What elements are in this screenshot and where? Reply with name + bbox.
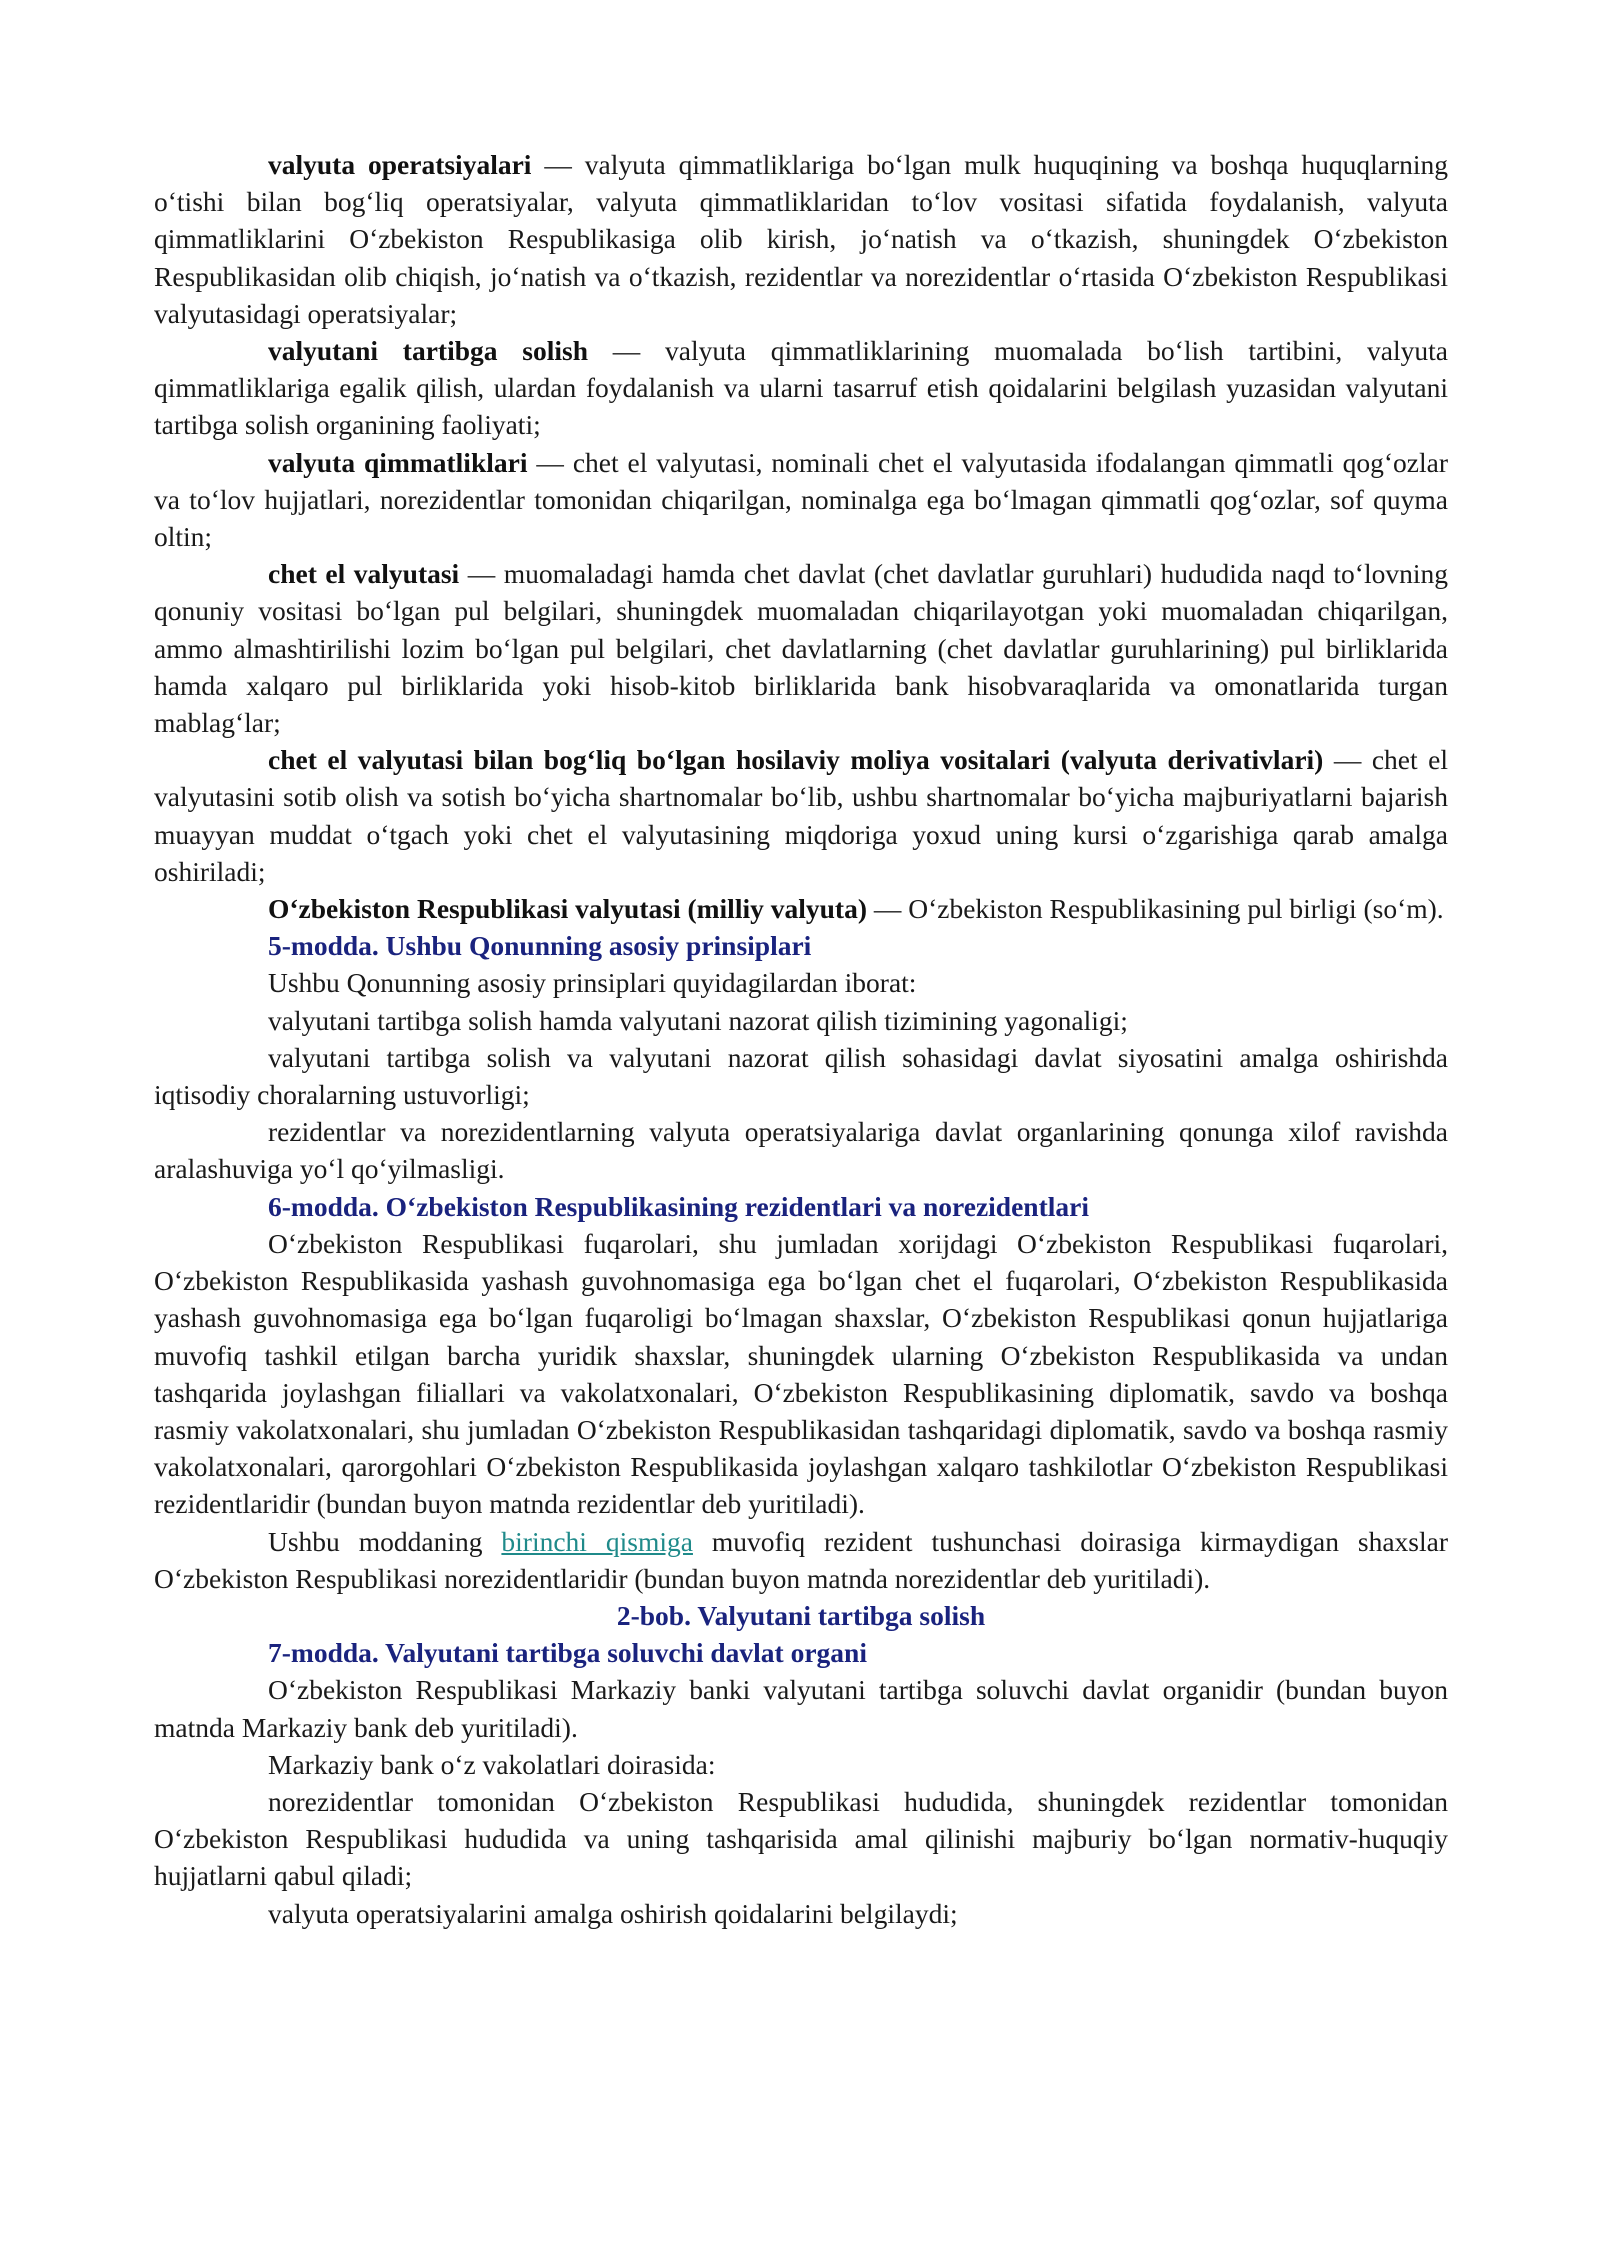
article-5-paragraph: Ushbu Qonunning asosiy prinsiplari quyidagilardan iborat:	[268, 967, 917, 999]
definition-paragraph	[154, 332, 1448, 444]
article-5-paragraph: valyutani tartibga solish hamda valyutani nazorat qilish tizimining yagonaligi;	[268, 1004, 1128, 1036]
definition-term: valyuta operatsiyalari	[268, 149, 532, 180]
article-6-paragraph: O‘zbekiston Respublikasi fuqarolari, shu jumladan xorijdagi O‘zbekiston Respublikasi fuqarolari, O‘zbekiston Respublikasida yashash guvohnomasiga ega bo‘lgan chet el fuqarolari, O‘zbekiston Respublikasida yashash guvohnomasiga ega bo‘lgan fuqaroligi bo‘lmagan shaxslar, O‘zbekiston Respublikasi qonun hujjatlariga muvofiq tashkil etilgan barcha yuridik shaxslar, shuningdek ularning O‘zbekiston Respublikasida va undan tashqarida joylashgan filiallari va vakolatxonalari, O‘zbekiston Respublikasining diplomatik, savdo va boshqa rasmiy vakolatxonalari, shu jumladan O‘zbekiston Respublikasidan tashqaridagi diplomatik, savdo va boshqa rasmiy vakolatxonalari, qarorgohlari O‘zbekiston Respublikasida joylashgan xalqaro tashkilotlar O‘zbekiston Respublikasi rezidentlaridir (bundan buyon matnda rezidentlar deb yuritiladi).	[154, 1227, 1448, 1520]
definition-text: — valyuta qimmatliklarining muomalada bo‘lish tartibini, valyuta qimmatliklariga egalik qilish, ulardan foydalanish va ularni tasarruf etish qoidalarini belgilash yuzasidan valyutani tartibga solish organining faoliyati;	[154, 335, 1448, 441]
definition-term: chet el valyutasi bilan bog‘liq bo‘lgan hosilaviy moliya vositalari (valyuta derivativlari)	[268, 744, 1324, 776]
document-page	[154, 146, 1448, 1932]
article-7-paragraph: valyuta operatsiyalarini amalga oshirish qoidalarini belgilaydi;	[268, 1897, 958, 1929]
definition-term: chet el valyutasi	[268, 558, 460, 590]
article-7-paragraph: Markaziy bank o‘z vakolatlari doirasida:	[268, 1748, 716, 1780]
definition-text: — chet el valyutasini sotib olish va sotish bo‘yicha shartnomalar bo‘lib, ushbu shartnomalar bo‘yicha majburiyatlarni bajarish muayyan muddat o‘tgach yoki chet el valyutasining miqdoriga yoxud uning kursi o‘zgarishiga qarab amalga oshiriladi;	[154, 744, 1448, 887]
article-5-heading: 5-modda. Ushbu Qonunning asosiy prinsiplari	[268, 930, 812, 962]
cross-reference-link[interactable]: birinchi qismiga	[501, 1525, 693, 1557]
definition-text: — valyuta qimmatliklariga bo‘lgan mulk huquqining va boshqa huquqlarning o‘tishi bilan bog‘liq operatsiyalar, valyuta qimmatliklaridan to‘lov vositasi sifatida foydalanish, valyuta qimmatliklarini O‘zbekiston Respublikasiga olib kirish, jo‘natish va o‘tkazish, shuningdek O‘zbekiston Respublikasidan olib chiqish, jo‘natish va o‘tkazish, rezidentlar va norezidentlar o‘rtasida O‘zbekiston Respublikasi valyutasidagi operatsiyalar;	[154, 149, 1448, 329]
definition-paragraph	[154, 741, 1448, 890]
definition-term: valyutani tartibga solish	[268, 335, 589, 367]
article-5-paragraph: valyutani tartibga solish va valyutani nazorat qilish sohasidagi davlat siyosatini amalga oshirishda iqtisodiy choralarning ustuvorligi;	[154, 1041, 1448, 1111]
definition-term: O‘zbekiston Respublikasi valyutasi (milliy valyuta)	[268, 893, 867, 925]
definition-paragraph	[154, 555, 1448, 741]
definition-text: — muomaladagi hamda chet davlat (chet davlatlar guruhlari) hududida naqd to‘lovning qonuniy vositasi bo‘lgan pul belgilari, shuningdek muomaladan chiqarilayotgan yoki muomaladan chiqarilgan, ammo almashtirilishi lozim bo‘lgan pul belgilari, chet davlatlarning (chet davlatlar guruhlarining) pul birliklarida hamda xalqaro pul birliklarida yoki hisob-kitob birliklarida bank hisobvaraqlarida va omonatlarida turgan mablag‘lar;	[154, 558, 1448, 739]
definition-paragraph	[154, 444, 1448, 556]
article-6-paragraph	[154, 1523, 1448, 1597]
article-5-paragraph: rezidentlar va norezidentlarning valyuta operatsiyalariga davlat organlarining qonunga xilof ravishda aralashuviga yo‘l qo‘yilmasligi.	[154, 1116, 1448, 1185]
article-7-heading: 7-modda. Valyutani tartibga soluvchi davlat organi	[268, 1637, 867, 1669]
article-6-text: muvofiq rezident tushunchasi doirasiga kirmaydigan shaxslar O‘zbekiston Respublikasi norezidentlaridir (bundan buyon matnda norezidentlar deb yuritiladi).	[154, 1525, 1448, 1594]
article-7-paragraph: O‘zbekiston Respublikasi Markaziy banki valyutani tartibga soluvchi davlat organidir (bundan buyon matnda Markaziy bank deb yuritiladi).	[154, 1674, 1448, 1743]
article-6-heading: 6-modda. O‘zbekiston Respublikasining rezidentlari va norezidentlari	[268, 1190, 1089, 1222]
article-6-text: Ushbu moddaning	[268, 1525, 502, 1557]
chapter-heading: 2-bob. Valyutani tartibga solish	[616, 1599, 986, 1631]
article-7-paragraph: norezidentlar tomonidan O‘zbekiston Respublikasi hududida, shuningdek rezidentlar tomonidan O‘zbekiston Respublikasi hududida va uning tashqarisida amal qilinishi majburiy bo‘lgan normativ-huquqiy hujjatlarni qabul qiladi;	[154, 1785, 1448, 1892]
definition-term: valyuta qimmatliklari	[268, 446, 528, 478]
definition-text: — O‘zbekiston Respublikasining pul birligi (so‘m).	[866, 893, 1444, 925]
definition-paragraph	[154, 890, 1448, 927]
definition-paragraph	[154, 146, 1448, 332]
definition-text: — chet el valyutasi, nominali chet el valyutasida ifodalangan qimmatli qog‘ozlar va to‘lov hujjatlari, norezidentlar tomonidan chiqarilgan, nominalga ega bo‘lmagan qimmatli qog‘ozlar, sof quyma oltin;	[154, 446, 1449, 553]
